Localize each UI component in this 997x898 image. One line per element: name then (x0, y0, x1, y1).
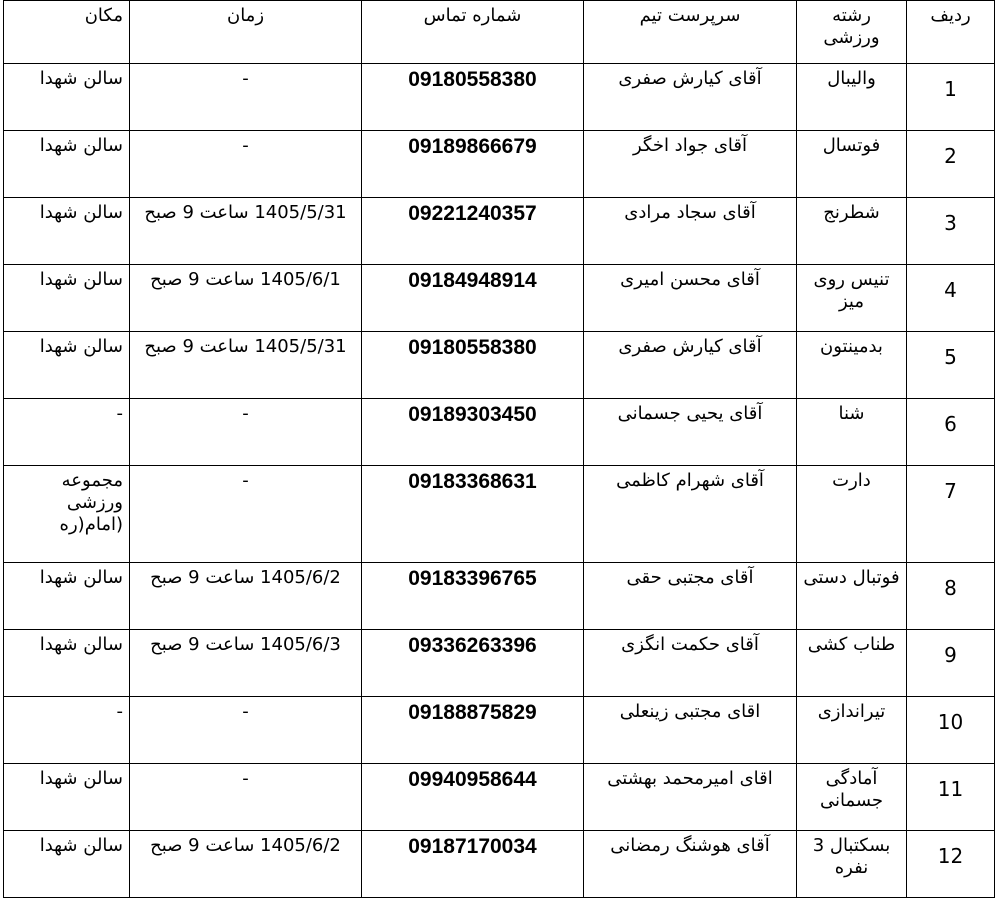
table-row (4, 64, 995, 131)
cell-place: سالن شهدا (4, 131, 130, 198)
cell-sport: آمادگی جسمانی (797, 764, 907, 831)
cell-sport: شطرنج (797, 198, 907, 265)
cell-sport: دارت (797, 466, 907, 563)
table-row (4, 399, 995, 466)
cell-phone: 09188875829 (362, 697, 584, 764)
cell-supervisor: آقای محسن امیری (584, 265, 797, 332)
header-row-number: ردیف (907, 1, 995, 64)
cell-row-number: 9 (907, 630, 995, 697)
cell-time: - (130, 764, 362, 831)
cell-time: - (130, 131, 362, 198)
cell-time: 1405/6/2 ساعت 9 صبح (130, 831, 362, 898)
cell-time: 1405/6/2 ساعت 9 صبح (130, 563, 362, 630)
table-row (4, 466, 995, 563)
cell-place: - (4, 399, 130, 466)
cell-place: مجموعه ورزشی (امام(ره (4, 466, 130, 563)
cell-phone: 09180558380 (362, 332, 584, 399)
cell-supervisor: آقای هوشنگ رمضانی (584, 831, 797, 898)
cell-row-number: 10 (907, 697, 995, 764)
cell-row-number: 4 (907, 265, 995, 332)
table-row (4, 198, 995, 265)
cell-phone: 09189866679 (362, 131, 584, 198)
cell-supervisor: آقای جواد اخگر (584, 131, 797, 198)
table-body (4, 64, 995, 898)
cell-time: - (130, 64, 362, 131)
cell-supervisor: آقای حکمت انگزی (584, 630, 797, 697)
cell-time: 1405/6/3 ساعت 9 صبح (130, 630, 362, 697)
cell-phone: 09940958644 (362, 764, 584, 831)
cell-row-number: 12 (907, 831, 995, 898)
cell-sport: تیراندازی (797, 697, 907, 764)
cell-place: سالن شهدا (4, 64, 130, 131)
cell-supervisor: آقای کیارش صفری (584, 332, 797, 399)
cell-time: - (130, 466, 362, 563)
cell-place: سالن شهدا (4, 630, 130, 697)
cell-place: سالن شهدا (4, 764, 130, 831)
cell-sport: شنا (797, 399, 907, 466)
cell-time: - (130, 697, 362, 764)
cell-sport: فوتبال دستی (797, 563, 907, 630)
cell-supervisor: آقای یحیی جسمانی (584, 399, 797, 466)
cell-supervisor: اقای امیرمحمد بهشتی (584, 764, 797, 831)
cell-row-number: 6 (907, 399, 995, 466)
cell-row-number: 2 (907, 131, 995, 198)
table-row (4, 630, 995, 697)
cell-place: سالن شهدا (4, 332, 130, 399)
cell-place: سالن شهدا (4, 563, 130, 630)
table-row (4, 764, 995, 831)
cell-place: سالن شهدا (4, 265, 130, 332)
cell-sport: بسکتبال 3 نفره (797, 831, 907, 898)
header-supervisor: سرپرست تیم (584, 1, 797, 64)
cell-row-number: 3 (907, 198, 995, 265)
header-sport: رشته ورزشی (797, 1, 907, 64)
header-place: مکان (4, 1, 130, 64)
cell-time: 1405/5/31 ساعت 9 صبح (130, 332, 362, 399)
cell-phone: 09187170034 (362, 831, 584, 898)
header-phone: شماره تماس (362, 1, 584, 64)
schedule-table (3, 0, 995, 898)
table-row (4, 563, 995, 630)
table-row (4, 831, 995, 898)
cell-phone: 09184948914 (362, 265, 584, 332)
cell-place: سالن شهدا (4, 198, 130, 265)
cell-phone: 09183396765 (362, 563, 584, 630)
table-row (4, 697, 995, 764)
cell-row-number: 1 (907, 64, 995, 131)
cell-sport: طناب کشی (797, 630, 907, 697)
cell-sport: بدمینتون (797, 332, 907, 399)
cell-row-number: 11 (907, 764, 995, 831)
cell-time: 1405/6/1 ساعت 9 صبح (130, 265, 362, 332)
cell-phone: 09189303450 (362, 399, 584, 466)
cell-supervisor: آقای مجتبی حقی (584, 563, 797, 630)
cell-supervisor: آقای سجاد مرادی (584, 198, 797, 265)
cell-phone: 09180558380 (362, 64, 584, 131)
cell-time: - (130, 399, 362, 466)
table-row (4, 131, 995, 198)
cell-row-number: 7 (907, 466, 995, 563)
table-header-row (4, 1, 995, 64)
cell-sport: تنیس روی میز (797, 265, 907, 332)
table-row (4, 265, 995, 332)
table-row (4, 332, 995, 399)
cell-supervisor: آقای شهرام کاظمی (584, 466, 797, 563)
header-time: زمان (130, 1, 362, 64)
cell-supervisor: آقای کیارش صفری (584, 64, 797, 131)
cell-sport: والیبال (797, 64, 907, 131)
cell-place: سالن شهدا (4, 831, 130, 898)
cell-phone: 09183368631 (362, 466, 584, 563)
cell-phone: 09221240357 (362, 198, 584, 265)
cell-place: - (4, 697, 130, 764)
cell-row-number: 8 (907, 563, 995, 630)
cell-phone: 09336263396 (362, 630, 584, 697)
cell-sport: فوتسال (797, 131, 907, 198)
cell-row-number: 5 (907, 332, 995, 399)
cell-time: 1405/5/31 ساعت 9 صبح (130, 198, 362, 265)
cell-supervisor: اقای مجتبی زینعلی (584, 697, 797, 764)
